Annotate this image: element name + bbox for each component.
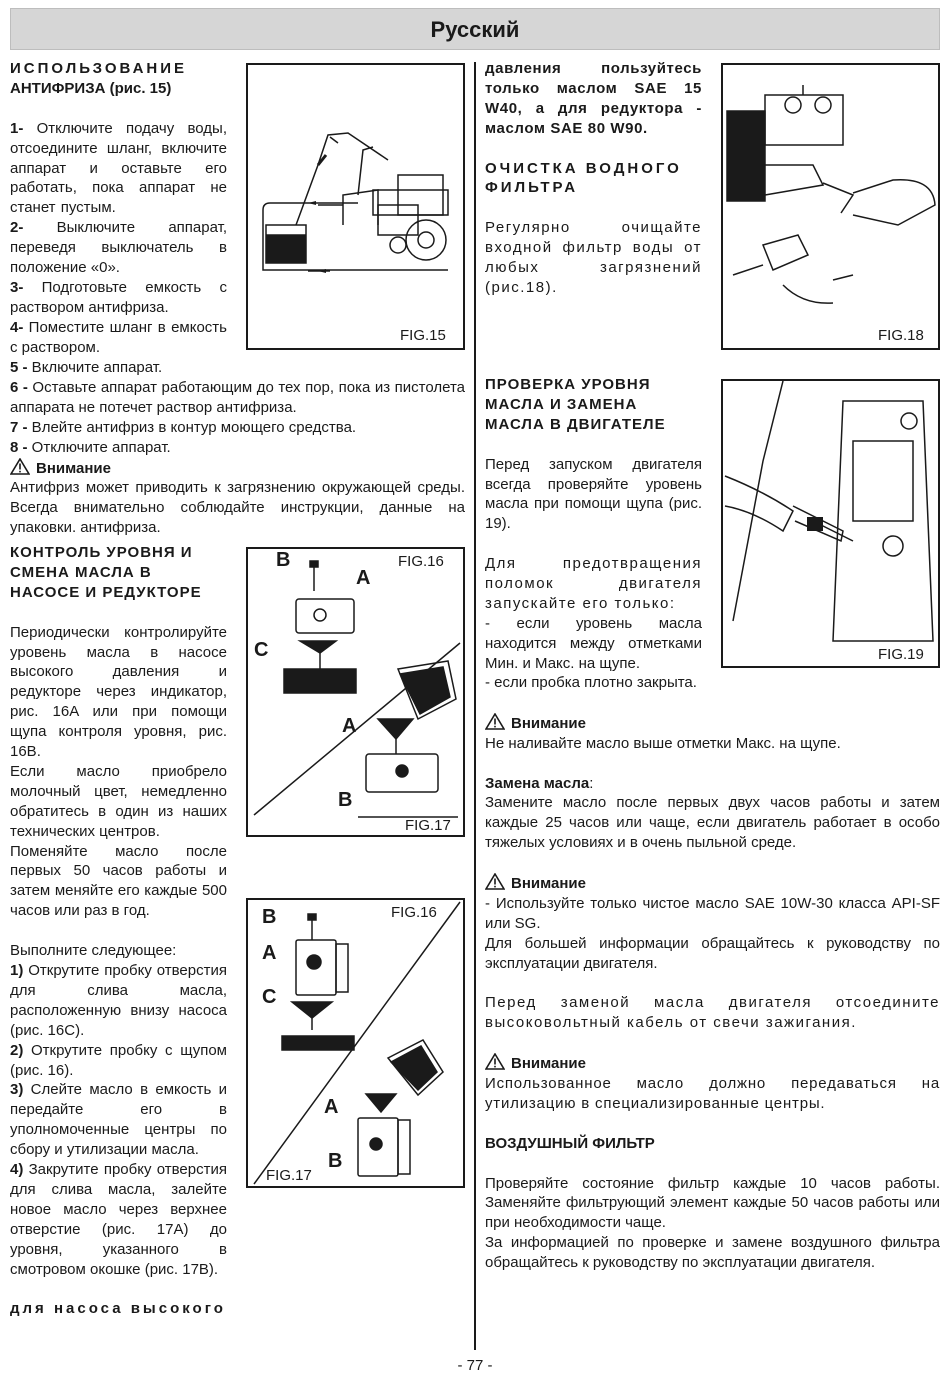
pump-oil-p2: Если масло приобрело молочный цвет, немедленно обратитесь в один из наших технических центров. <box>10 762 227 840</box>
reducer-oil-check-illustration <box>248 900 463 1186</box>
antifreeze-step-6: 6 - Оставьте аппарат работающим до тех пор, пока из пистолета аппарата не потечет раствор антифриза. <box>10 378 465 416</box>
antifreeze-continued <box>10 358 465 538</box>
oil-change-text: Замените масло после первых двух часов работы и затем каждые 25 часов или чаще, если двигатель работает в особо тяжелых условиях и в очень пыльной среде. <box>485 794 940 852</box>
antifreeze-step-2: 2- Выключите аппарат, переведя выключатель в положение «0». <box>10 219 227 277</box>
pump-oil-spec-continued: давления пользуйтесь только маслом SAE 15 W40, а для редуктора - маслом SAE 80 W90. <box>485 60 702 137</box>
air-filter-p1: Проверяйте состояние фильтр каждые 10 часов работы. Заменяйте фильтрующий элемент каждые 50 часов работы или при необходимости чаще. <box>485 1174 940 1232</box>
antifreeze-step-4: 4- Поместите шланг в емкость с раствором. <box>10 318 227 356</box>
header-title: Русский <box>430 17 520 42</box>
right-top-section <box>485 59 702 298</box>
pump-oil-p1: Периодически контролируйте уровень масла в насосе высокого давления и редукторе через индикатор, рис. 16A или при помощи щупа контроля уровня, рис. 16B. <box>10 623 227 761</box>
warning-icon <box>485 713 505 730</box>
water-filter-title: ОЧИСТКА ВОДНОГО ФИЛЬТРА <box>485 159 682 197</box>
water-filter-p1: Регулярно очищайте входной фильтр воды от любых загрязнений (рис.18). <box>485 219 702 296</box>
fig17-letter-a: A <box>342 715 357 737</box>
antifreeze-title-line1: ИСПОЛЬЗОВАНИЕ <box>10 60 188 77</box>
engine-warning-1-title: Внимание <box>485 713 940 734</box>
figure-18 <box>721 63 940 350</box>
fig15-label: FIG.15 <box>400 327 446 344</box>
fig17-label: FIG.17 <box>405 817 451 834</box>
engine-oil-p3: - если уровень масла находится между отметками Мин. и Макс. на щупе. <box>485 614 702 672</box>
pump-oil-p4: Выполните следующее: <box>10 942 177 960</box>
engine-oil-p4: - если пробка плотно закрыта. <box>485 674 697 691</box>
pump-oil-p3: Поменяйте масло после первых 50 часов работы и затем меняйте его каждые 500 часов или раз в год. <box>10 842 227 920</box>
engine-warning-3-text: Использованное масло должно передаваться на утилизацию в специализированные центры. <box>485 1075 940 1112</box>
antifreeze-warning-title: Внимание <box>10 458 465 479</box>
engine-oil-title: ПРОВЕРКА УРОВНЯ МАСЛА И ЗАМЕНА МАСЛА В ДВИГАТЕЛЕ <box>485 376 666 433</box>
air-filter-title: ВОЗДУШНЫЙ ФИЛЬТР <box>485 1134 655 1152</box>
engine-warning-3-title: Внимание <box>485 1053 940 1074</box>
pump-oil-section <box>10 543 227 1319</box>
warning-icon <box>485 1053 505 1070</box>
engine-oil-section <box>485 375 702 674</box>
pump-oil-title: КОНТРОЛЬ УРОВНЯ И СМЕНА МАСЛА В НАСОСЕ И РЕДУКТОРЕ <box>10 544 202 601</box>
fig18-label: FIG.18 <box>878 327 924 344</box>
antifreeze-step-3: 3- Подготовьте емкость с раствором антифриза. <box>10 278 227 316</box>
engine-dipstick-illustration <box>723 381 938 666</box>
fig16-letter-c: C <box>254 639 269 661</box>
pump-oil-step-1: 1) Открутите пробку отверстия для слива масла, расположенную внизу насоса (рис. 16C). <box>10 962 227 1039</box>
engine-oil-p5: Перед заменой масла двигателя отсоедините высоковольтный кабель от свечи зажигания. <box>485 994 940 1032</box>
air-filter-p2: За информацией по проверке и замене воздушного фильтра обращайтесь к руководству по эксплуатации двигателя. <box>485 1234 940 1272</box>
pump-oil-step-3: 3) Слейте масло в емкость и передайте его в уполномоченные центры по сбору и утилизации масла. <box>10 1081 227 1159</box>
fig17b-letter-b: B <box>328 1150 343 1172</box>
fig17b-label: FIG.17 <box>266 1167 312 1184</box>
pump-oil-step-4: 4) Закрутите пробку отверстия для слива масла, залейте новое масло через верхнее отверстие (рис. 17A) до уровня, указанного в смотровом окошке (рис. 17B). <box>10 1161 227 1278</box>
fig16b-label: FIG.16 <box>391 904 437 921</box>
figure-19 <box>721 379 940 668</box>
engine-oil-continued <box>485 673 940 1273</box>
fig17-letter-b: B <box>338 789 353 811</box>
warning-icon <box>10 458 30 475</box>
pump-oil-tail: для насоса высокого <box>10 1300 226 1318</box>
engine-oil-p1: Перед запуском двигателя всегда проверяйте уровень масла при помощи щупа (рис. 19). <box>485 455 702 533</box>
fig16b-letter-a: A <box>262 942 277 964</box>
fig19-label: FIG.19 <box>878 646 924 663</box>
antifreeze-step-5: 5 - Включите аппарат. <box>10 359 163 376</box>
antifreeze-title-line2: АНТИФРИЗА (рис. 15) <box>10 79 172 97</box>
antifreeze-step-7: 7 - Влейте антифриз в контур моющего средства. <box>10 418 357 436</box>
engine-warning-2-text1: - Используйте только чистое масло SAE 10W-30 класса API-SF или SG. <box>485 894 940 932</box>
antifreeze-section <box>10 59 227 358</box>
language-header <box>10 8 940 50</box>
fig16b-letter-c: C <box>262 986 277 1008</box>
water-filter-illustration <box>723 65 938 348</box>
antifreeze-step-1: 1- Отключите подачу воды, отсоедините шланг, включите аппарат и оставьте его работать, пока аппарат не станет пустым. <box>10 119 227 217</box>
engine-warning-1-text: Не наливайте масло выше отметки Макс. на щупе. <box>485 734 841 752</box>
antifreeze-warning-text: Антифриз может приводить к загрязнению окружающей среды. Всегда внимательно соблюдайте инструкции, данные на упаковки. антифриза. <box>10 479 465 537</box>
page-number: - 77 - <box>457 1357 493 1374</box>
pump-oil-step-2: 2) Открутите пробку с щупом (рис. 16). <box>10 1041 227 1079</box>
engine-oil-p2: Для предотвращения поломок двигателя запускайте его только: <box>485 555 702 612</box>
engine-warning-2-text2: Для большей информации обращайтесь к руководству по эксплуатации двигателя. <box>485 934 940 972</box>
engine-warning-2-title: Внимание <box>485 873 940 894</box>
figure-16-17-pump <box>246 547 465 837</box>
antifreeze-setup-illustration <box>248 65 463 348</box>
fig16b-letter-b: B <box>262 906 277 928</box>
pump-oil-check-illustration <box>248 549 463 835</box>
fig16-label: FIG.16 <box>398 553 444 570</box>
fig16-letter-a: A <box>356 567 371 589</box>
column-divider <box>474 62 476 1350</box>
warning-icon <box>485 873 505 890</box>
antifreeze-step-8: 8 - Отключите аппарат. <box>10 438 171 456</box>
oil-change-title: Замена масла: <box>485 774 594 792</box>
fig16-letter-b: B <box>276 549 291 571</box>
figure-15 <box>246 63 465 350</box>
figure-16-17-reducer <box>246 898 465 1188</box>
fig17b-letter-a: A <box>324 1096 339 1118</box>
